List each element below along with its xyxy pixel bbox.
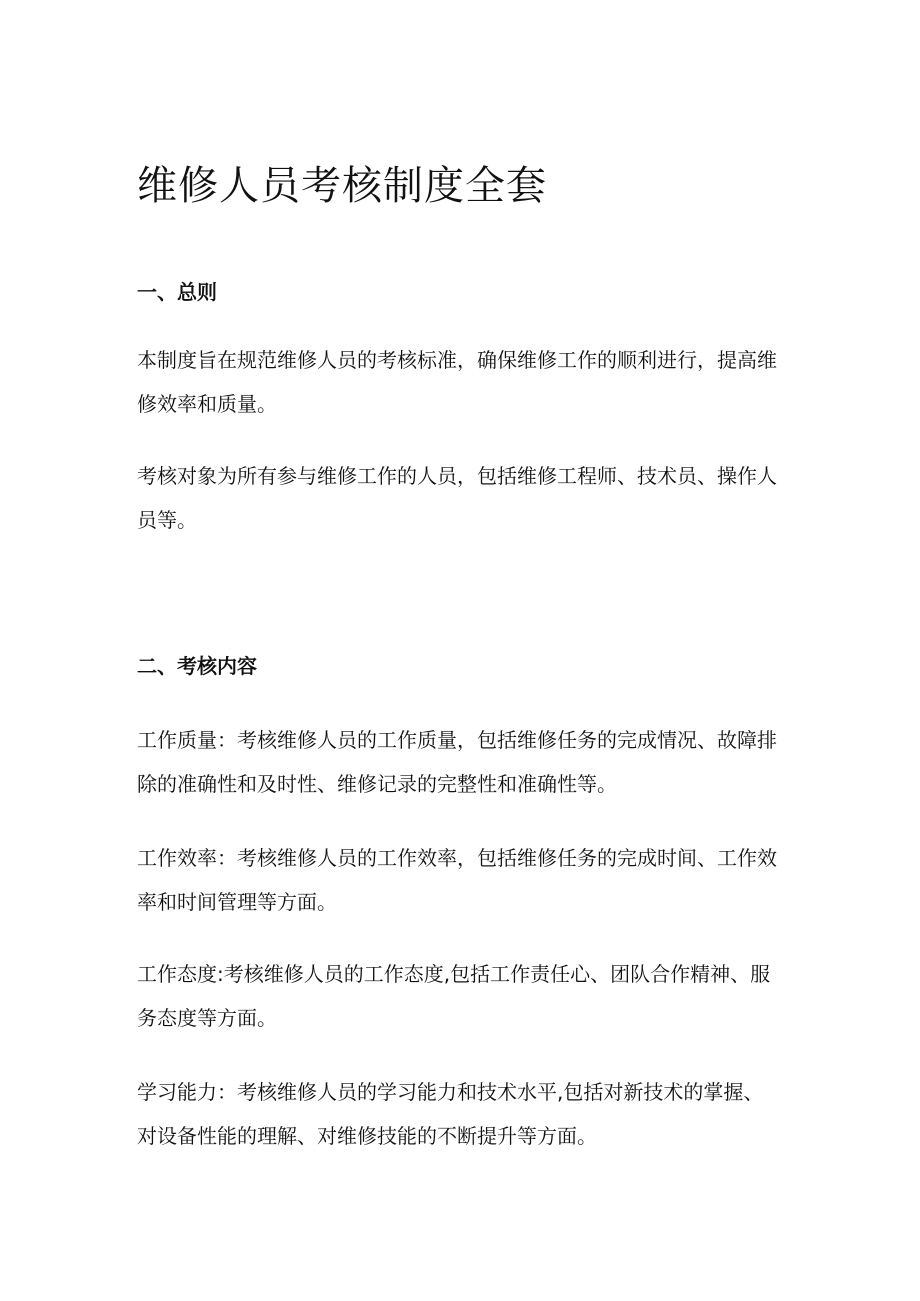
paragraph bbox=[137, 836, 787, 924]
paragraph bbox=[137, 718, 787, 806]
document-title: 维修人员考核制度全套 bbox=[137, 163, 547, 209]
paragraph-line: 员等。 bbox=[137, 508, 197, 532]
paragraph bbox=[137, 454, 787, 542]
paragraph-line: 除的准确性和及时性、维修记录的完整性和准确性等。 bbox=[137, 772, 617, 796]
paragraph bbox=[137, 1070, 787, 1158]
section-heading: 二、考核内容 bbox=[137, 654, 257, 678]
paragraph-line: 工作效率：考核维修人员的工作效率，包括维修任务的完成时间、工作效 bbox=[137, 846, 777, 870]
paragraph-line: 对设备性能的理解、对维修技能的不断提升等方面。 bbox=[137, 1124, 597, 1148]
paragraph-line: 修效率和质量。 bbox=[137, 392, 277, 416]
section-heading: 一、总则 bbox=[137, 280, 217, 304]
paragraph-line: 工作态度:考核维修人员的工作态度,包括工作责任心、团队合作精神、服 bbox=[137, 962, 771, 986]
paragraph-line: 本制度旨在规范维修人员的考核标准，确保维修工作的顺利进行，提高维 bbox=[137, 348, 777, 372]
paragraph-line: 考核对象为所有参与维修工作的人员，包括维修工程师、技术员、操作人 bbox=[137, 464, 777, 488]
paragraph-line: 工作质量：考核维修人员的工作质量，包括维修任务的完成情况、故障排 bbox=[137, 728, 777, 752]
paragraph bbox=[137, 338, 787, 426]
paragraph bbox=[137, 952, 787, 1040]
paragraph-line: 学习能力：考核维修人员的学习能力和技术水平,包括对新技术的掌握、 bbox=[137, 1080, 764, 1104]
paragraph-line: 率和时间管理等方面。 bbox=[137, 890, 337, 914]
paragraph-line: 务态度等方面。 bbox=[137, 1006, 277, 1030]
